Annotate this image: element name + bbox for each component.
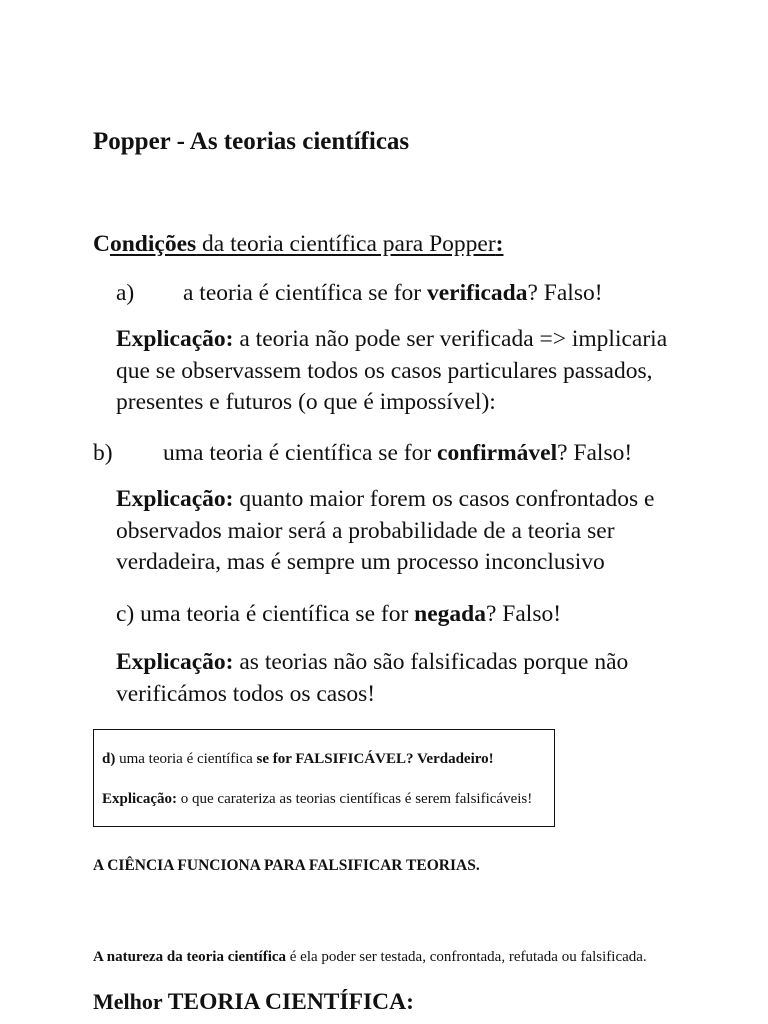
item-b-marker: b) <box>93 440 113 466</box>
section-heading <box>93 226 503 262</box>
item-c-after: ? Falso! <box>485 601 562 627</box>
highlight-box <box>93 729 555 827</box>
item-c-bold: negada <box>414 601 486 627</box>
explanation-b-line2: observados maior será a probabilidade de a teoria ser <box>116 517 615 544</box>
box-d-text: uma teoria é científica <box>115 751 257 767</box>
explanation-a <box>116 324 667 419</box>
box-d-marker: d) <box>102 751 116 767</box>
explanation-c-label: Explicação: <box>116 649 234 675</box>
item-b-bold: confirmável <box>437 440 558 466</box>
explanation-a-line3: presentes e futuros (o que é impossível): <box>116 389 496 415</box>
explanation-c <box>116 647 628 710</box>
best-theory-heading <box>93 986 414 1018</box>
science-statement: A CIÊNCIA FUNCIONA PARA FALSIFICAR TEORIAS. <box>93 857 480 874</box>
item-a-marker: a) <box>116 280 135 306</box>
box-d-bold: se for FALSIFICÁVEL? Verdadeiro! <box>256 751 494 767</box>
best-lead: Melhor <box>93 989 168 1014</box>
nature-rest: é ela poder ser testada, confrontada, refutada ou falsificada. <box>286 949 647 965</box>
best-big: TEORIA CIENTÍFICA: <box>167 989 414 1015</box>
item-b-after: ? Falso! <box>557 440 633 466</box>
explanation-c-line2: verificámos todos os casos! <box>116 680 376 707</box>
box-item-d <box>102 749 494 769</box>
explanation-b-line1: quanto maior forem os casos confrontados e <box>233 486 655 512</box>
nature-statement <box>93 946 647 968</box>
box-explanation <box>102 789 532 809</box>
item-a-text: a teoria é científica se for <box>183 280 427 306</box>
item-a-bold: verificada <box>427 280 528 306</box>
nature-bold: A natureza da teoria científica <box>93 949 287 965</box>
box-explanation-text: o que carateriza as teorias científicas é serem falsificáveis! <box>177 791 533 807</box>
explanation-b-label: Explicação: <box>116 486 234 512</box>
explanation-b <box>116 484 654 579</box>
item-c <box>116 598 561 630</box>
page-title: Popper - As teorias científicas <box>93 128 410 155</box>
box-explanation-label: Explicação: <box>102 791 177 807</box>
heading-first-letter: C <box>93 231 110 257</box>
item-b <box>93 437 632 469</box>
explanation-c-line1: as teorias não são falsificadas porque não <box>233 649 629 675</box>
explanation-a-line1: a teoria não pode ser verificada => implicaria <box>233 326 668 352</box>
heading-underlined-word: ondições <box>109 231 197 257</box>
item-c-text: c) uma teoria é científica se for <box>116 601 415 627</box>
explanation-a-line2: que se observassem todos os casos particulares passados, <box>116 357 653 384</box>
heading-rest: da teoria científica para Popper <box>196 231 496 257</box>
explanation-a-label: Explicação: <box>116 326 234 352</box>
explanation-b-line3: verdadeira, mas é sempre um processo inconclusivo <box>116 549 605 575</box>
item-a-after: ? Falso! <box>527 280 603 306</box>
item-b-text: uma teoria é científica se for <box>163 440 438 466</box>
item-a <box>116 277 603 309</box>
heading-colon: : <box>495 231 504 257</box>
